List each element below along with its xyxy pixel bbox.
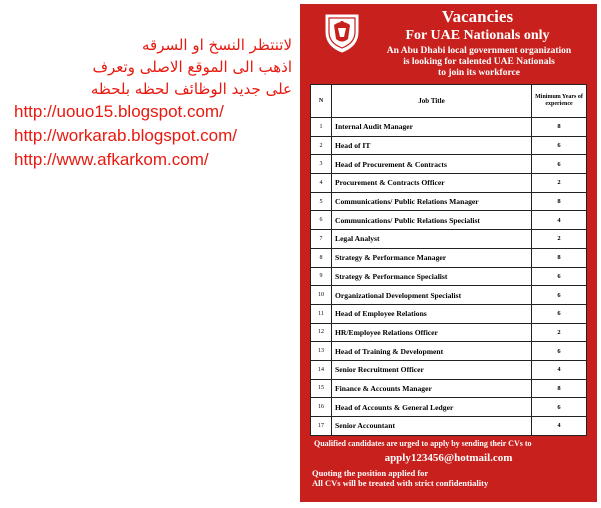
row-number: 2 <box>311 136 332 155</box>
row-experience: 6 <box>532 286 587 305</box>
row-number: 1 <box>311 118 332 137</box>
row-experience: 4 <box>532 417 587 436</box>
row-number: 13 <box>311 342 332 361</box>
row-number: 15 <box>311 379 332 398</box>
url-link-uouo15[interactable]: http://uouo15.blogspot.com/ <box>14 102 224 121</box>
row-number: 17 <box>311 417 332 436</box>
promo-text-block <box>14 34 292 172</box>
row-experience: 2 <box>532 230 587 249</box>
quote-position-note: Quoting the position applied for <box>312 467 429 478</box>
table-row <box>311 417 587 436</box>
ad-footer <box>310 439 587 488</box>
row-job-title: Internal Audit Manager <box>332 118 532 137</box>
table-row <box>311 267 587 286</box>
row-job-title: Senior Recruitment Officer <box>332 360 532 379</box>
table-row <box>311 398 587 417</box>
table-row <box>311 286 587 305</box>
row-number: 16 <box>311 398 332 417</box>
table-row <box>311 379 587 398</box>
row-number: 3 <box>311 155 332 174</box>
apply-instructions: Qualified candidates are urged to apply by sending their CVs to <box>314 438 532 448</box>
row-number: 6 <box>311 211 332 230</box>
url-link-afkarkom[interactable]: http://www.afkarkom.com/ <box>14 150 209 169</box>
vacancies-table <box>310 84 587 436</box>
row-experience: 8 <box>532 248 587 267</box>
row-number: 11 <box>311 304 332 323</box>
url-link-workarab[interactable]: http://workarab.blogspot.com/ <box>14 126 238 145</box>
row-job-title: Head of IT <box>332 136 532 155</box>
row-number: 14 <box>311 360 332 379</box>
intro-line-3: to join its workforce <box>438 68 520 78</box>
row-job-title: Organizational Development Specialist <box>332 286 532 305</box>
row-job-title: Head of Procurement & Contracts <box>332 155 532 174</box>
vacancies-ad <box>300 4 597 502</box>
row-job-title: Strategy & Performance Manager <box>332 248 532 267</box>
row-experience: 6 <box>532 398 587 417</box>
row-number: 8 <box>311 248 332 267</box>
row-experience: 8 <box>532 192 587 211</box>
table-row <box>311 211 587 230</box>
row-number: 7 <box>311 230 332 249</box>
table-row <box>311 342 587 361</box>
row-number: 4 <box>311 174 332 193</box>
row-experience: 6 <box>532 304 587 323</box>
row-experience: 4 <box>532 211 587 230</box>
row-job-title: Procurement & Contracts Officer <box>332 174 532 193</box>
row-job-title: Communications/ Public Relations Manager <box>332 192 532 211</box>
row-job-title: Senior Accountant <box>332 417 532 436</box>
intro-line-1: An Abu Dhabi local government organization <box>386 46 572 56</box>
row-experience: 4 <box>532 360 587 379</box>
row-job-title: Communications/ Public Relations Specialist <box>332 211 532 230</box>
row-experience: 6 <box>532 136 587 155</box>
row-job-title: Finance & Accounts Manager <box>332 379 532 398</box>
row-experience: 8 <box>532 379 587 398</box>
ad-subtitle: For UAE Nationals only <box>405 28 550 43</box>
table-row <box>311 118 587 137</box>
row-experience: 6 <box>532 155 587 174</box>
arabic-line-3: على جديد الوظائف لحظه بلحظه <box>90 80 292 98</box>
row-number: 10 <box>311 286 332 305</box>
table-row <box>311 136 587 155</box>
row-job-title: Strategy & Performance Specialist <box>332 267 532 286</box>
confidentiality-note: All CVs will be treated with strict confidentiality <box>312 477 489 488</box>
table-row <box>311 304 587 323</box>
row-job-title: Legal Analyst <box>332 230 532 249</box>
row-job-title: Head of Employee Relations <box>332 304 532 323</box>
row-experience: 8 <box>532 118 587 137</box>
arabic-line-2: اذهب الى الموقع الاصلى وتعرف <box>92 58 292 76</box>
row-experience: 2 <box>532 174 587 193</box>
emblem-logo-icon <box>322 12 362 54</box>
row-number: 5 <box>311 192 332 211</box>
arabic-line-1: لاتنتظر النسخ او السرقه <box>141 36 292 54</box>
row-experience: 6 <box>532 267 587 286</box>
table-row <box>311 360 587 379</box>
row-number: 9 <box>311 267 332 286</box>
apply-email: apply123456@hotmail.com <box>384 451 513 464</box>
table-row <box>311 230 587 249</box>
row-job-title: HR/Employee Relations Officer <box>332 323 532 342</box>
table-row <box>311 323 587 342</box>
table-row <box>311 155 587 174</box>
header-n: N <box>311 85 332 118</box>
table-header-row <box>311 85 587 118</box>
ad-title: Vacancies <box>441 7 514 26</box>
header-job-title: Job Title <box>332 85 532 118</box>
table-row <box>311 248 587 267</box>
table-row <box>311 192 587 211</box>
header-experience: Minimum Years of experience <box>532 85 587 118</box>
intro-line-2: is looking for talented UAE Nationals <box>403 57 555 67</box>
row-job-title: Head of Accounts & General Ledger <box>332 398 532 417</box>
ad-intro <box>370 46 588 79</box>
row-job-title: Head of Training & Development <box>332 342 532 361</box>
row-experience: 2 <box>532 323 587 342</box>
ad-header <box>310 4 587 84</box>
table-row <box>311 174 587 193</box>
row-number: 12 <box>311 323 332 342</box>
row-experience: 6 <box>532 342 587 361</box>
